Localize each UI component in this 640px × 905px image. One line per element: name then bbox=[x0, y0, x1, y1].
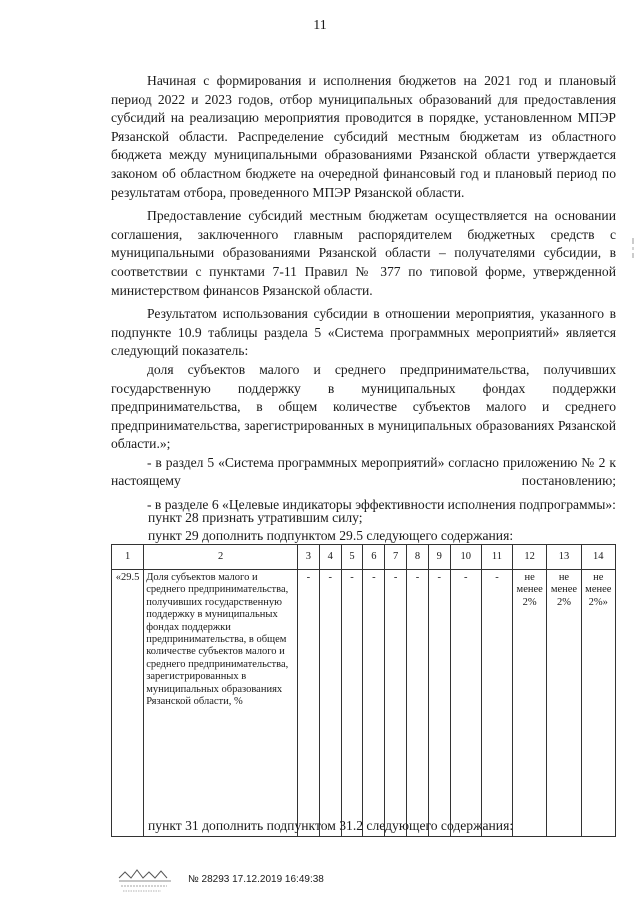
page-number: 11 bbox=[313, 18, 327, 33]
header-col-1: 1 bbox=[112, 545, 144, 570]
header-col-7: 7 bbox=[385, 545, 407, 570]
paragraph-indicator: доля субъектов малого и среднего предпринимательства, получивших государственную поддержку в муниципальных фондах поддержки предпринимательства, в общем количестве субъектов малого и среднего предпринимательства, зарегистрированных в муниципальных образованиях Рязанской области.»; bbox=[111, 361, 616, 452]
header-col-11: 11 bbox=[481, 545, 512, 570]
header-col-13: 13 bbox=[547, 545, 581, 570]
line-item-31: пункт 31 дополнить подпунктом 31.2 следующего содержания: bbox=[148, 818, 514, 833]
cell-col-5: - bbox=[341, 570, 363, 837]
cell-col-7: - bbox=[385, 570, 407, 837]
table-header-row bbox=[112, 545, 616, 570]
cell-col-9: - bbox=[428, 570, 450, 837]
document-registration: № 28293 17.12.2019 16:49:38 bbox=[188, 874, 324, 885]
cell-col-3: - bbox=[298, 570, 320, 837]
cell-col-4: - bbox=[319, 570, 341, 837]
cell-col-10: - bbox=[450, 570, 481, 837]
cell-col-11: - bbox=[481, 570, 512, 837]
line-item-28: пункт 28 признать утратившим силу; bbox=[148, 510, 363, 525]
header-col-3: 3 bbox=[298, 545, 320, 570]
scan-artifact-icon bbox=[631, 238, 635, 258]
header-col-5: 5 bbox=[341, 545, 363, 570]
header-col-14: 14 bbox=[581, 545, 615, 570]
header-col-9: 9 bbox=[428, 545, 450, 570]
header-col-10: 10 bbox=[450, 545, 481, 570]
paragraph-section-6: - в разделе 6 «Целевые индикаторы эффективности исполнения подпрограммы»: bbox=[147, 497, 616, 513]
cell-col-14: не менее 2%» bbox=[581, 570, 615, 837]
header-col-2: 2 bbox=[144, 545, 298, 570]
cell-col-12: не менее 2% bbox=[513, 570, 547, 837]
cell-col-13: не менее 2% bbox=[547, 570, 581, 837]
body-text bbox=[111, 72, 616, 515]
row-description: Доля субъектов малого и среднего предпринимательства, получивших государственную поддержку в муниципальных фондах поддержки предпринимательства, в общем количестве субъектов малого и среднего предпринимательства, зарегистрированных в муниципальных образованиях Рязанской области, % bbox=[144, 570, 298, 837]
header-col-12: 12 bbox=[513, 545, 547, 570]
paragraph-section-5: - в раздел 5 «Система программных мероприятий» согласно приложению № 2 к настоящему постановлению; bbox=[111, 454, 616, 489]
table-row bbox=[112, 570, 616, 837]
header-col-8: 8 bbox=[407, 545, 429, 570]
header-col-4: 4 bbox=[319, 545, 341, 570]
paragraph-selection: Начиная с формирования и исполнения бюджетов на 2021 год и плановый период 2022 и 2023 годов, отбор муниципальных образований для предоставления субсидий на реализацию мероприятия проводится в порядке, установленном МПЭР Рязанской области. Распределение субсидий местным бюджетам из областного бюджета между муниципальными образованиями Рязанской области утверждается законом об областном бюджете на очередной финансовый год и плановый период по результатам отбора, проведенного МПЭР Рязанской области. bbox=[111, 73, 616, 200]
organization-stamp-icon bbox=[115, 866, 175, 894]
paragraph-result: Результатом использования субсидии в отношении мероприятия, указанного в подпункте 10.9 таблицы раздела 5 «Система программных мероприятий» является следующий показатель: bbox=[111, 306, 616, 359]
cell-col-8: - bbox=[407, 570, 429, 837]
indicators-table bbox=[111, 544, 616, 837]
row-number: «29.5 bbox=[112, 570, 144, 837]
header-col-6: 6 bbox=[363, 545, 385, 570]
paragraph-agreement: Предоставление субсидий местным бюджетам осуществляется на основании соглашения, заключенного главным распорядителем бюджетных средств с муниципальными образованиями Рязанской области – получателями субсидии, в соответствии с пунктами 7-11 Правил № 377 по типовой форме, утвержденной министерством финансов Рязанской области. bbox=[111, 208, 616, 298]
line-item-29: пункт 29 дополнить подпунктом 29.5 следующего содержания: bbox=[148, 528, 514, 543]
cell-col-6: - bbox=[363, 570, 385, 837]
